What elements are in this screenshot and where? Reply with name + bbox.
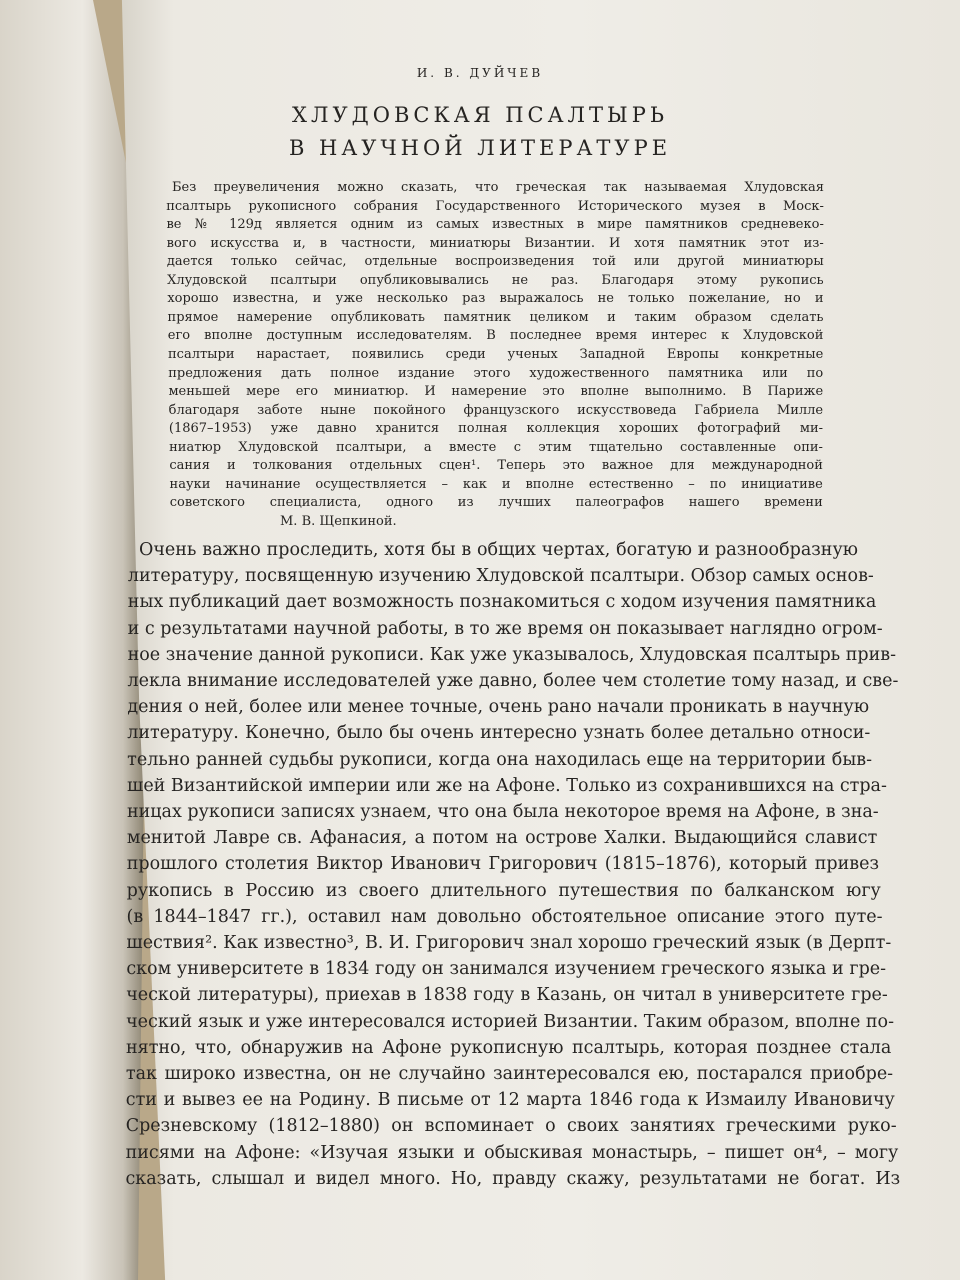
intro-line: советского специалиста, одного из лучших палеографов нашего времени [169, 495, 823, 511]
body-line: шей Византийской империи или же на Афоне. Только из сохранившихся на стра- [127, 775, 887, 796]
body-line: Очень важно проследить, хотя бы в общих чертах, богатую и разнообразную [139, 540, 858, 560]
intro-line: ве № 129д является одним из самых известных в мире памятников средневеко- [166, 217, 824, 233]
intro-line: дается только сейчас, отдельные воспроизведения той или другой миниатюры [166, 254, 824, 270]
body-line: литературу. Конечно, было бы очень интересно узнать более детально относи- [127, 723, 871, 744]
body-line: ницах рукописи записях узнаем, что она была некоторое время на Афоне, в зна- [126, 802, 879, 822]
title-line-1: ХЛУДОВСКАЯ ПСАЛТЫРЬ [292, 103, 668, 127]
body-line: (в 1844–1847 гг.), оставил нам довольно обстоятельное описание этого путе- [126, 906, 883, 927]
intro-line: вого искусства и, в частности, миниатюры Византии. И хотя памятник этот из- [166, 235, 824, 251]
intro-line: Без преувеличения можно сказать, что греческая так называемая Хлудовская [172, 180, 824, 195]
body-line: ное значение данной рукописи. Как уже указывалось, Хлудовская псалтырь прив- [127, 644, 897, 665]
intro-line: меньшей мере его миниатюр. И намерение это вполне выполнимо. В Париже [168, 384, 824, 400]
title-line-2: В НАУЧНОЙ ЛИТЕРАТУРЕ [288, 136, 672, 160]
body-line: тельно ранней судьбы рукописи, когда она находилась еще на территории быв- [127, 749, 873, 770]
intro-line: прямое намерение опубликовать памятник целиком и таким образом сделать [167, 309, 824, 325]
body-line: прошлого столетия Виктор Иванович Григорович (1815–1876), который привез [126, 854, 880, 875]
intro-line: благодаря заботе ныне покойного французского искусствоведа Габриела Милле [168, 402, 824, 418]
author-name: И. В. ДУЙЧЕВ [416, 66, 544, 80]
intro-line: (1867–1953) уже давно хранится полная коллекция хороших фотографий ми- [168, 421, 824, 437]
body-line: ческой литературы), приехав в 1838 году в Казань, он читал в университете гре- [126, 985, 888, 1006]
intro-line: предложения дать полное издание этого художественного памятника или по [168, 365, 824, 381]
body-line: ском университете в 1834 году он занимался изучением греческого языка и гре- [126, 959, 887, 980]
intro-line: его вполне доступным исследователям. В последнее время интерес к Хлудовской [167, 328, 824, 344]
body-line: менитой Лавре св. Афанасия, а потом на острове Халки. Выдающийся славист [126, 828, 878, 849]
intro-line: ниатюр Хлудовской псалтыри, а вместе с этим тщательно составленные опи- [169, 439, 823, 455]
body-line: нятно, что, обнаружив на Афоне рукописную псалтырь, которая позднее стала [126, 1037, 892, 1058]
intro-line: псалтырь рукописного собрания Государственного Исторического музея в Моск- [166, 198, 824, 214]
body-line: писями на Афоне: «Изучая языки и обыскивая монастырь, – пишет он⁴, – могу [125, 1142, 899, 1163]
body-line: ческий язык и уже интересовался историей Византии. Таким образом, вполне по- [126, 1011, 894, 1032]
intro-line: псалтыри нарастает, появились среди ученых Западной Европы конкретные [168, 346, 824, 362]
body-line: лекла внимание исследователей уже давно, более чем столетие тому назад, и све- [127, 671, 899, 691]
body-line: дения о ней, более или менее точные, очень рано начали проникать в научную [127, 697, 870, 718]
body-line: Срезневскому (1812–1880) он вспоминает о своих занятиях греческими руко- [125, 1116, 897, 1137]
body-line: шествия². Как известно³, В. И. Григорович знал хорошо греческий язык (в Дерпт- [126, 933, 892, 953]
body-line: и с результатами научной работы, в то же время он показывает наглядно огром- [127, 618, 883, 639]
body-line: литературу, посвященную изучению Хлудовской псалтыри. Обзор самых основ- [127, 566, 874, 587]
intro-line: сания и толкования отдельных сцен¹. Теперь это важное для международной [169, 458, 823, 474]
body-line: сказать, слышал и видел много. Но, правду скажу, результатами не богат. Из [125, 1168, 901, 1189]
intro-line: М. В. Щепкиной. [280, 513, 397, 529]
body-line: сти и вывез ее на Родину. В письме от 12 марта 1846 года к Измаилу Ивановичу [125, 1090, 895, 1111]
body-line: ных публикаций дает возможность познакомиться с ходом изучения памятника [127, 592, 877, 613]
intro-line: хорошо известна, и уже несколько раз выражалось не только пожелание, но и [167, 291, 824, 307]
body-line: рукопись в Россию из своего длительного путешествия по балканском югу [126, 880, 881, 901]
body-line: так широко известна, он не случайно заинтересовался ею, постарался приобре- [125, 1064, 894, 1084]
intro-line: науки начинание осуществляется – как и вполне естественно – по инициативе [169, 476, 823, 492]
intro-line: Хлудовской псалтыри опубликовывались не раз. Благодаря этому рукопись [167, 272, 824, 288]
